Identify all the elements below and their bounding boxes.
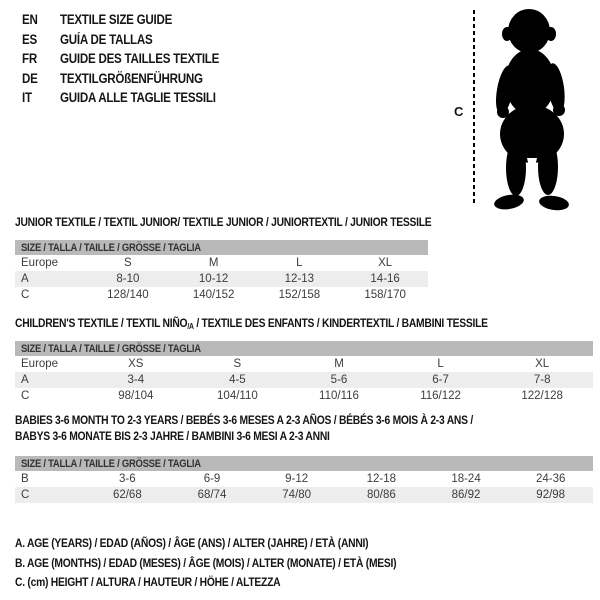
babies-title-line1: BABIES 3-6 MONTH TO 2-3 YEARS / BEBÉS 3-6 MESES A 2-3 AÑOS / BÉBÉS 3-6 MOIS À 2-3 ANS /	[15, 413, 473, 427]
footnote-text: C. (cm) HEIGHT / ALTURA / HAUTEUR / HÖHE / ALTEZZA	[15, 575, 281, 589]
lang-code: DE	[22, 70, 38, 86]
footnote-c	[15, 573, 458, 593]
lang-title: GUÍA DE TALLAS	[60, 31, 153, 47]
lang-code: FR	[22, 51, 37, 67]
table-cell: S	[233, 358, 242, 370]
title-subscript: /A	[187, 322, 194, 331]
table-cell: L	[296, 257, 303, 269]
junior-table-title-text: JUNIOR TEXTILE / TEXTIL JUNIOR/ TEXTILE JUNIOR / JUNIORTEXTIL / JUNIOR TESSILE	[15, 215, 432, 229]
lang-code: IT	[22, 90, 32, 106]
row-label: C	[21, 390, 30, 402]
table-cell: 98/104	[118, 390, 154, 402]
height-label: C	[454, 104, 464, 119]
lang-title: GUIDA ALLE TAGLIE TESSILI	[60, 90, 216, 106]
lang-title: GUIDE DES TAILLES TEXTILE	[60, 51, 220, 67]
table-row-height	[15, 487, 593, 503]
footnote-b	[15, 554, 458, 574]
size-header-text: SIZE / TALLA / TAILLE / GRÖSSE / TAGLIA	[21, 457, 201, 470]
footnote-text: A. AGE (YEARS) / EDAD (AÑOS) / ÂGE (ANS) / ALTER (JAHRE) / ETÀ (ANNI)	[15, 536, 369, 550]
children-table-title-text	[15, 315, 488, 335]
table-cell: XL	[535, 358, 550, 370]
row-label: Europe	[21, 257, 59, 269]
title-part: CHILDREN'S TEXTILE / TEXTIL NIÑO	[15, 316, 188, 330]
babies-size-table	[15, 456, 593, 503]
language-row	[22, 10, 245, 30]
babies-title-line2: BABYS 3-6 MONATE BIS 2-3 JAHRE / BAMBINI 3-6 MESI A 2-3 ANNI	[15, 429, 330, 443]
table-row-age	[15, 271, 428, 287]
lang-code: ES	[22, 31, 37, 47]
footnotes	[15, 534, 458, 593]
footnote-a	[15, 534, 458, 554]
table-cell: 140/152	[192, 289, 235, 301]
table-cell: L	[437, 358, 444, 370]
table-cell: XL	[378, 257, 393, 269]
lang-code: EN	[22, 12, 38, 28]
row-label: C	[21, 289, 30, 301]
children-size-table	[15, 341, 593, 404]
size-header-bar	[15, 240, 428, 255]
language-header	[22, 10, 245, 108]
table-cell: 8-10	[116, 273, 140, 285]
table-cell: 74/80	[282, 489, 312, 501]
table-row-europe	[15, 356, 593, 372]
language-row	[22, 30, 245, 50]
table-cell: 3-6	[119, 473, 136, 485]
table-row-europe	[15, 255, 428, 271]
size-header-bar	[15, 341, 593, 356]
lang-title: TEXTILGRÖßENFÜHRUNG	[60, 70, 203, 86]
table-row-months	[15, 471, 593, 487]
table-cell: 62/68	[112, 489, 142, 501]
table-cell: 5-6	[330, 374, 348, 386]
lang-title: TEXTILE SIZE GUIDE	[60, 12, 173, 28]
size-header-text: SIZE / TALLA / TAILLE / GRÖSSE / TAGLIA	[21, 241, 201, 254]
table-cell: 10-12	[198, 273, 229, 285]
table-cell: 4-5	[229, 374, 246, 386]
row-label: A	[21, 273, 29, 285]
row-label: Europe	[21, 358, 59, 370]
table-cell: 24-36	[535, 473, 566, 485]
language-row	[22, 88, 245, 108]
table-row-height	[15, 287, 428, 303]
row-label: B	[21, 473, 29, 485]
table-cell: 104/110	[217, 390, 258, 402]
size-header-bar	[15, 456, 593, 471]
table-cell: 9-12	[285, 473, 309, 485]
table-cell: 110/116	[319, 390, 359, 402]
table-cell: 86/92	[451, 489, 481, 501]
table-cell: 68/74	[197, 489, 227, 501]
table-cell: XS	[128, 358, 144, 370]
table-cell: 6-7	[432, 374, 449, 386]
table-cell: 92/98	[536, 489, 566, 501]
baby-silhouette-icon	[484, 6, 580, 212]
row-label: C	[21, 489, 30, 501]
table-cell: 7-8	[533, 374, 551, 386]
babies-table-title	[15, 412, 547, 444]
table-cell: 12-18	[366, 473, 397, 485]
table-cell: 14-16	[370, 273, 400, 285]
children-table-title	[15, 315, 565, 335]
table-cell: 18-24	[451, 473, 481, 485]
title-part: / TEXTILE DES ENFANTS / KINDERTEXTIL / BAMBINI TESSILE	[193, 316, 488, 330]
table-cell: M	[334, 358, 344, 370]
language-row	[22, 69, 245, 89]
table-cell: 158/170	[364, 289, 406, 301]
table-cell: 3-4	[127, 374, 145, 386]
table-cell: 6-9	[203, 473, 221, 485]
table-row-age	[15, 372, 593, 388]
junior-size-table	[15, 240, 428, 303]
language-row	[22, 49, 245, 69]
size-header-text: SIZE / TALLA / TAILLE / GRÖSSE / TAGLIA	[21, 342, 201, 355]
table-cell: 128/140	[107, 289, 149, 301]
table-cell: S	[124, 257, 132, 269]
table-row-height	[15, 388, 593, 404]
row-label: A	[21, 374, 29, 386]
table-cell: 12-13	[284, 273, 315, 285]
table-cell: 80/86	[366, 489, 396, 501]
table-cell: 152/158	[278, 289, 321, 301]
table-cell: 116/122	[420, 390, 461, 402]
table-cell: M	[208, 257, 219, 269]
junior-table-title	[15, 214, 499, 230]
footnote-text: B. AGE (MONTHS) / EDAD (MESES) / ÂGE (MOIS) / ALTER (MONATE) / ETÀ (MESI)	[15, 555, 397, 570]
table-cell: 122/128	[521, 390, 563, 402]
height-dotted-line	[473, 10, 475, 206]
